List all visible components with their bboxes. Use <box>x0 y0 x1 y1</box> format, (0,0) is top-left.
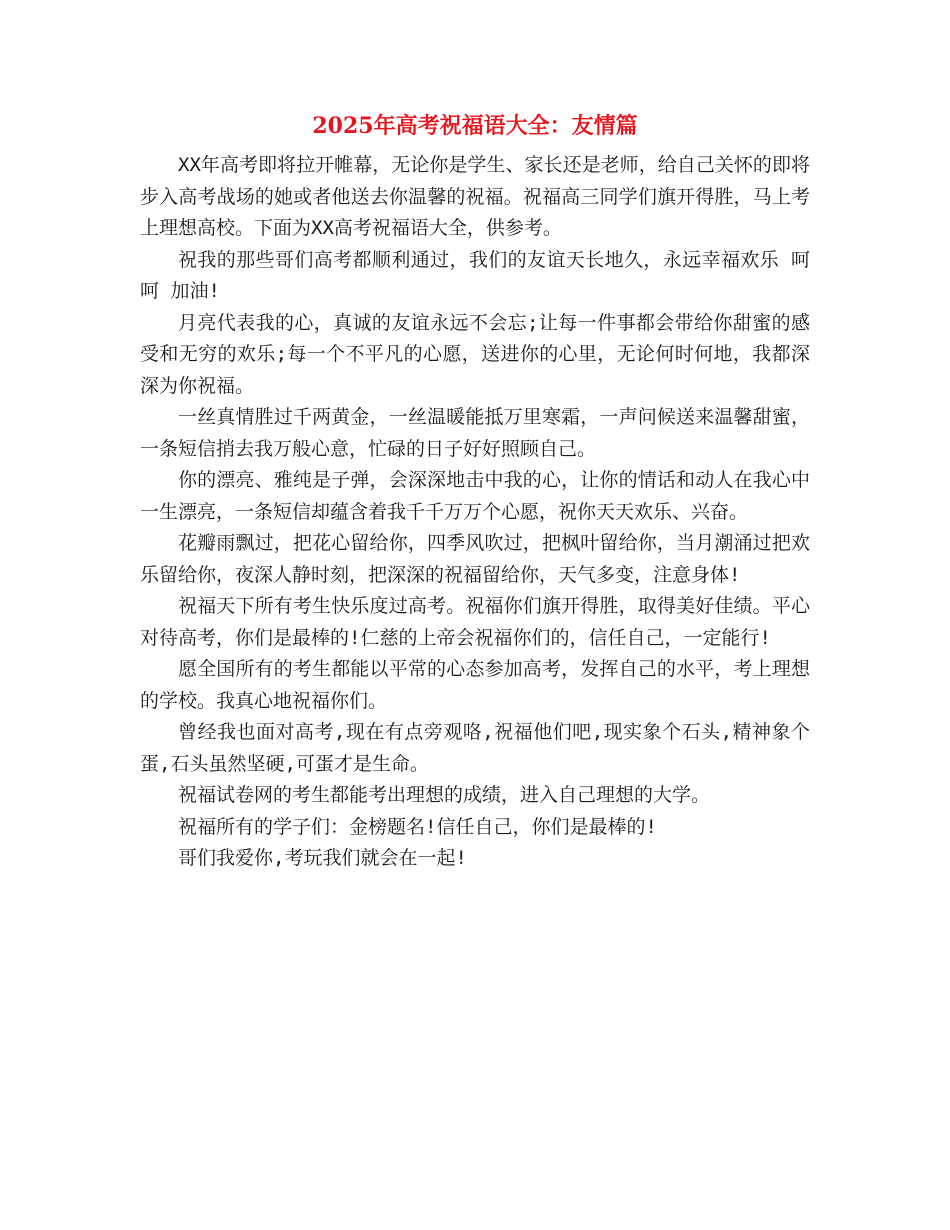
paragraph: 祝福所有的学子们：金榜题名!信任自己，你们是最棒的! <box>178 815 657 838</box>
paragraph: 花瓣雨飘过，把花心留给你，四季风吹过，把枫叶留给你，当月潮涌过把欢乐留给你，夜深人静时刻，把深深的祝福留给你，天气多变，注意身体! <box>140 532 810 586</box>
paragraph: 月亮代表我的心，真诚的友谊永远不会忘;让每一件事都会带给你甜蜜的感受和无穷的欢乐;每一个不平凡的心愿，送进你的心里，无论何时何地，我都深深为你祝福。 <box>140 311 810 397</box>
paragraph: 祝福试卷网的考生都能考出理想的成绩，进入自己理想的大学。 <box>178 784 711 806</box>
document-title: 2025年高考祝福语大全：友情篇 <box>312 113 638 139</box>
paragraph: 你的漂亮、雅纯是子弹，会深深地击中我的心，让你的情话和动人在我心中一生漂亮，一条短信却蕴含着我千千万万个心愿，祝你天天欢乐、兴奋。 <box>140 469 810 523</box>
paragraph: 祝福天下所有考生快乐度过高考。祝福你们旗开得胜，取得美好佳绩。平心对待高考，你们是最棒的!仁慈的上帝会祝福你们的，信任自己，一定能行! <box>140 595 810 649</box>
paragraph-intro: XX年高考即将拉开帷幕，无论你是学生、家长还是老师，给自己关怀的即将步入高考战场的她或者他送去你温馨的祝福。祝福高三同学们旗开得胜，马上考上理想高校。下面为XX高考祝福语大全，供参考。 <box>140 154 810 239</box>
paragraph: 愿全国所有的考生都能以平常的心态参加高考，发挥自己的水平，考上理想的学校。我真心地祝福你们。 <box>140 658 810 712</box>
paragraph: 曾经我也面对高考,现在有点旁观咯,祝福他们吧,现实象个石头,精神象个蛋,石头虽然坚硬,可蛋才是生命。 <box>140 721 810 775</box>
paragraph: 一丝真情胜过千两黄金，一丝温暖能抵万里寒霜，一声问候送来温馨甜蜜，一条短信捎去我万般心意，忙碌的日子好好照顾自己。 <box>140 406 810 460</box>
document-body <box>140 150 810 875</box>
paragraph: 哥们我爱你,考玩我们就会在一起! <box>178 847 467 869</box>
paragraph: 祝我的那些哥们高考都顺利通过，我们的友谊天长地久，永远幸福欢乐 呵呵 加油! <box>140 248 810 302</box>
